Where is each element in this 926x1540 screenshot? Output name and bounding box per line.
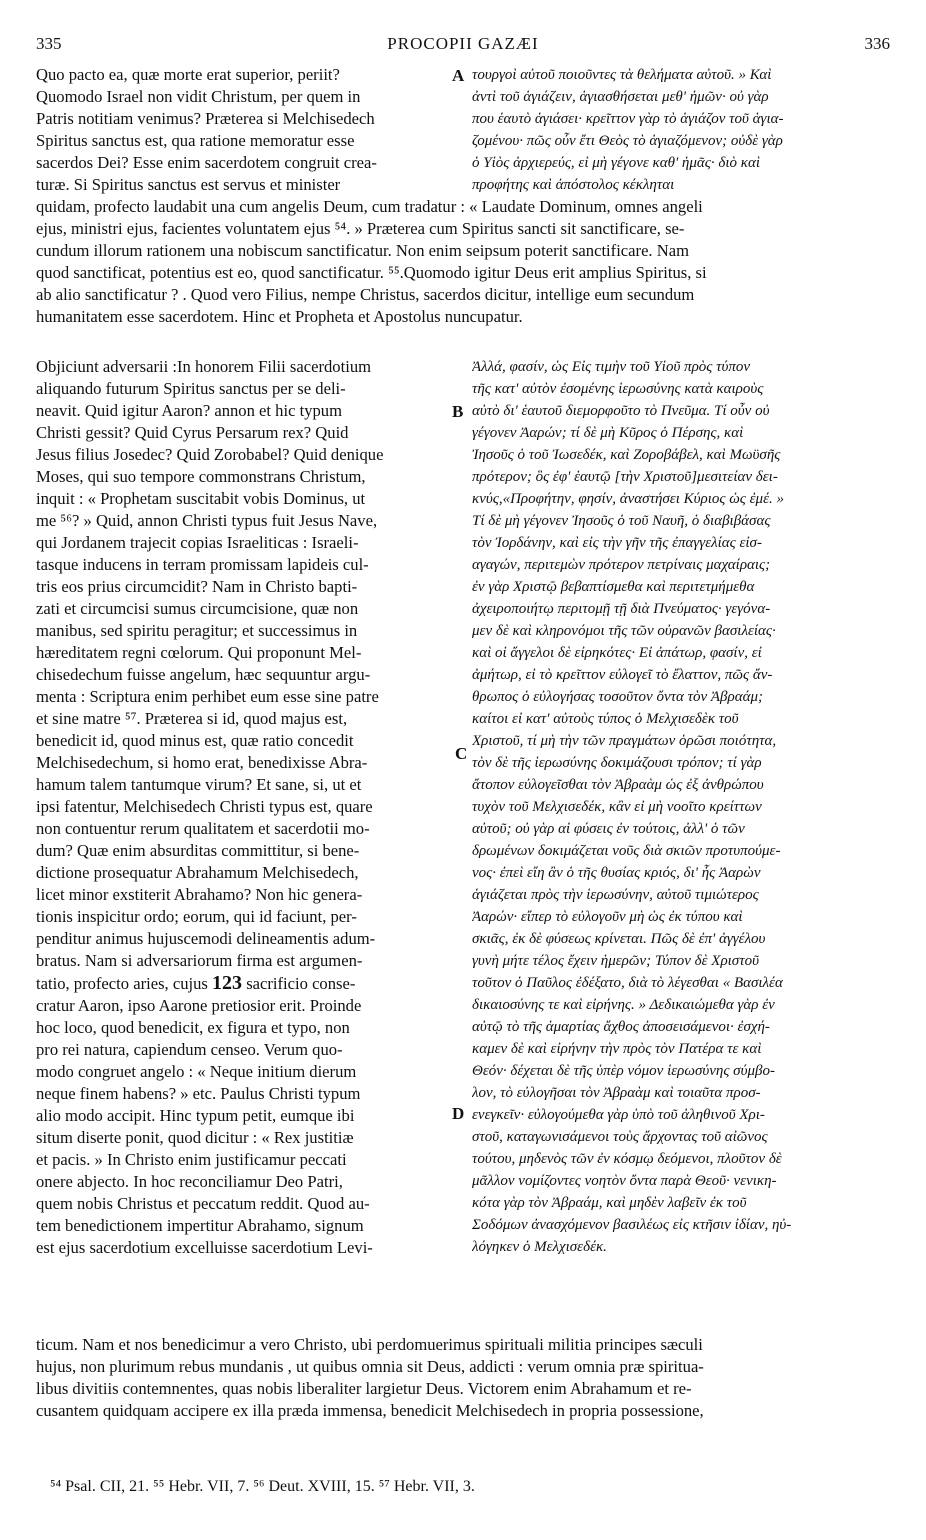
margin-marker-a: A [452,66,465,85]
latin-line [36,576,446,598]
latin-line [36,862,446,884]
latin-line: sacerdos Dei? Esse enim sacerdotem congruit crea- [36,153,377,172]
latin-line [36,620,446,642]
greek-line: Ἰησοῦς ὁ τοῦ Ἰωσεδέκ, καὶ Ζοροβάβελ, καὶ Μωϋσῆς [472,447,781,463]
greek-line: καίτοι εἰ κατ' αὐτοὺς τύπος ὁ Μελχισεδὲκ τοῦ [472,711,739,727]
latin-line: quidam, profecto laudabit una cum angelis Deum, cum tradatur : « Laudate Dominum, omnes angeli [36,197,703,216]
page-number-right: 336 [864,34,890,53]
latin-line [36,906,446,928]
latin-line [36,730,446,752]
greek-line: Τί δὲ μὴ γέγονεν Ἰησοῦς ὁ τοῦ Ναυῆ, ὁ διαβιβάσας [472,513,771,529]
latin-line [36,1171,446,1193]
margin-marker-c: C [455,744,468,763]
latin-line: Patris notitiam venimus? Præterea si Melchisedech [36,109,375,128]
margin-marker-d: D [452,1104,465,1123]
latin-line-text: aliquando futurum Spiritus sanctus per se deli- [36,379,346,398]
greek-line: τὸν δὲ τῆς ἱερωσύνης δοκιμάζουσι τρόπον; τί γὰρ [472,755,762,771]
latin-column-top [36,64,446,196]
latin-line [36,1083,446,1105]
greek-line: τῆς κατ' αὐτὸν ἐσομένης ἱερωσύνης κατὰ καιροὺς [472,381,764,397]
latin-line [36,510,446,532]
latin-line [36,422,446,444]
latin-line-text: menta : Scriptura enim perhibet eum esse sine patre [36,687,379,706]
latin-line [36,840,446,862]
greek-line: κότα γὰρ τὸν Ἀβραάμ, καὶ μηδὲν λαβεῖν ἐκ τοῦ [472,1195,747,1211]
greek-line: αὐτὸ δι' ἑαυτοῦ διεμορφοῦτο τὸ Πνεῦμα. Τί οὖν οὐ [472,403,770,419]
greek-line: Ἀλλά, φασίν, ὡς Εἰς τιμὴν τοῦ Υἱοῦ πρὸς τύπον [472,359,751,375]
latin-line-text: me ⁵⁶? » Quid, annon Christi typus fuit Jesus Nave, [36,511,378,530]
latin-line-text: Jesus filius Josedec? Quid Zorobabel? Quid denique [36,445,384,464]
latin-line-text: onere abjecto. In hoc reconciliamur Deo Patri, [36,1172,343,1191]
greek-line: ἄτοπον εὐλογεῖσθαι τὸν Ἀβραὰμ ὡς ἐξ ἀνθρώπου [472,777,764,793]
greek-line: τοῦτον ὁ Παῦλος ἐδέξατο, διὰ τὸ λέγεσθαι « Βασιλέα [472,975,783,991]
latin-line-text: Moses, qui suo tempore commonstrans Christum, [36,467,366,486]
latin-line-text: dictione prosequatur Abrahamum Melchisedech, [36,863,359,882]
latin-line [36,1039,446,1061]
latin-line-text: licet minor exstiterit Abrahamo? Non hic genera- [36,885,363,904]
latin-line [36,1193,446,1215]
latin-line-text: Christi gessit? Quid Cyrus Persarum rex? Quid [36,423,349,442]
latin-line: cundum illorum rationem una nobiscum sanctificatur. Non enim seipsum poterit sanctificare. Nam [36,241,689,260]
latin-line [36,1017,446,1039]
greek-line: ενεγκεῖν· εὐλογούμεθα γὰρ ὑπὸ τοῦ ἀληθινοῦ Χρι- [472,1107,765,1123]
column-number: 123 [212,972,243,994]
latin-line-text: situm diserte ponit, quod dicitur : « Rex justitiæ [36,1128,354,1147]
greek-line: αγαγών, περιτεμὼν πρότερον πετρίναις μαχαίραις; [472,557,771,573]
latin-line-text: tem benedictionem impertitur Abrahamo, signum [36,1216,364,1235]
latin-line-text: hæreditatem regni cœlorum. Qui proponunt Mel- [36,643,362,662]
latin-line-text: quem nobis Christus et peccatum reddit. Quod au- [36,1194,370,1213]
latin-line [36,1127,446,1149]
latin-line-text: hamum talem tantumque virum? Et sane, si, ut et [36,775,362,794]
latin-full-width-top [36,196,890,328]
greek-line: νος· ἐπεὶ εἴη ἂν ὁ τῆς θυσίας κριός, δι' ἧς Ἀαρὼν [472,865,761,881]
greek-line: λον, τὸ εὐλογῆσαι τὸν Ἀβραὰμ καὶ τοιαῦτα προσ- [472,1085,761,1101]
greek-line: ζομένου· πῶς οὖν ἔτι Θεὸς τὸ ἁγιαζόμενον; οὐδὲ γὰρ [472,133,783,149]
margin-marker-b: B [452,402,464,421]
latin-line-text: neavit. Quid igitur Aaron? annon et hic typum [36,401,342,420]
latin-line-text: non contuentur rerum qualitatem et sacerdotii mo- [36,819,370,838]
greek-column-top [472,64,890,196]
greek-line: ἐν γὰρ Χριστῷ βεβαπτίσμεθα καὶ περιτετμήμεθα [472,579,755,595]
greek-line: προφήτης καὶ ἀπόστολος κέκληται [472,177,675,193]
greek-line: λόγηκεν ὁ Μελχισεδέκ. [472,1239,607,1255]
latin-line [36,928,446,950]
greek-line: γυνὴ μήτε τέλος ἔχειν ἡμερῶν; Τύπον δὲ Χριστοῦ [472,953,759,969]
running-title: PROCOPII GAZÆI [387,34,539,53]
latin-line [36,1061,446,1083]
greek-line: καὶ οἱ ἄγγελοι δὲ εἰρηκότες· Εἰ ἀπάτωρ, φασίν, εἰ [472,645,762,661]
latin-line-text: penditur animus hujuscemodi delineamentis adum- [36,929,376,948]
latin-line [36,1237,446,1259]
latin-line [36,686,446,708]
latin-column-main [36,356,446,1259]
latin-line [36,708,446,730]
latin-line: cusantem quidquam accipere ex illa præda immensa, benedicit Melchisedech in propria possessione, [36,1401,704,1420]
latin-line-text: tionis inspicitur ordo; eorum, qui id faciunt, per- [36,907,357,926]
latin-line: Spiritus sanctus est, qua ratione memoratur esse [36,131,355,150]
latin-line [36,466,446,488]
greek-line: μᾶλλον νομίζοντες νοητὸν ὄντα παρὰ Θεοῦ· νενικη- [472,1173,777,1189]
latin-line [36,488,446,510]
page-header [36,34,890,58]
latin-line-text: dum? Quæ enim absurditas committitur, si bene- [36,841,360,860]
latin-line [36,752,446,774]
latin-line [36,884,446,906]
latin-line: Quo pacto ea, quæ morte erat superior, periit? [36,65,340,84]
greek-line: γέγονεν Ἀαρών; τί δὲ μὴ Κῦρος ὁ Πέρσης, καὶ [472,425,744,441]
greek-line: ὁ Υἱὸς ἀρχιερεύς, εἰ μὴ γέγονε καθ' ἡμᾶς· διὸ καὶ [472,155,760,171]
latin-line: Quomodo Israel non vidit Christum, per quem in [36,87,361,106]
greek-line: τὸν Ἰορδάνην, καὶ εἰς τὴν γῆν τῆς ἐπαγγελίας εἰσ- [472,535,762,551]
latin-line [36,664,446,686]
latin-line [36,818,446,840]
latin-line [36,1215,446,1237]
latin-line [36,400,446,422]
greek-line: δικαιοσύνης τε καὶ εἰρήνης. » Δεδικαιώμεθα γὰρ ἐν [472,997,775,1013]
greek-line: ἀμήτωρ, εἰ τὸ κρεῖττον εὐλογεῖ τὸ ἔλαττον, πῶς ἄν- [472,667,773,683]
greek-line: τούτου, μηδενὸς τῶν ἐν κόσμῳ δεόμενοι, πλοῦτον δὲ [472,1151,782,1167]
latin-line-text: neque finem habens? » etc. Paulus Christi typum [36,1084,361,1103]
latin-line: ab alio sanctificatur ? . Quod vero Filius, nempe Christus, sacerdos dicitur, intellige eum secundum [36,285,695,304]
latin-line-text: benedicit id, quod minus est, quæ ratio concedit [36,731,354,750]
latin-line-text: qui Jordanem trajecit copias Israeliticas : Israeli- [36,533,359,552]
greek-line: Ἀαρών· εἴπερ τὸ εὐλογοῦν μὴ ὡς ἐκ τύπου καὶ [472,909,743,925]
greek-column-main [472,356,890,1258]
latin-line-text: pro rei natura, capiendum censeo. Verum quo- [36,1040,343,1059]
latin-line [36,1105,446,1127]
latin-line-text: et sine matre ⁵⁷. Præterea si id, quod majus est, [36,709,348,728]
latin-line [36,642,446,664]
greek-line: τυχὸν τοῦ Μελχισεδέκ, κἂν εἰ μὴ νοοῖτο κρείττων [472,799,762,815]
greek-line: στοῦ, καταγωνισάμενοι τοὺς ἄρχοντας τοῦ αἰῶνος [472,1129,768,1145]
latin-line: humanitatem esse sacerdotem. Hinc et Propheta et Apostolus nuncupatur. [36,307,523,326]
latin-line-text: tasque inducens in terram promissam lapideis cul- [36,555,369,574]
latin-line-text: hoc loco, quod benedicit, ex figura et typo, non [36,1018,350,1037]
greek-line: κνύς,«Προφήτην, φησίν, ἀναστήσει Κύριος ὡς ἐμέ. » [472,491,784,507]
greek-line: ἁγιάζεται πρὸς τὴν ἱερωσύνην, αὐτοῦ τιμιώτερος [472,887,759,903]
latin-line-text: modo congruet angelo : « Neque initium dierum [36,1062,357,1081]
greek-line: τουργοὶ αὐτοῦ ποιοῦντες τὰ θελήματα αὐτοῦ. » Καὶ [472,67,772,83]
latin-line-text: est ejus sacerdotium excelluisse sacerdotium Levi- [36,1238,373,1257]
latin-line-text: tatio, profecto aries, cujus [36,974,208,993]
latin-line-text: Objiciunt adversarii :In honorem Filii sacerdotium [36,357,372,376]
latin-line-text: sacrificio conse- [246,974,356,993]
latin-line [36,1149,446,1171]
latin-line-text: inquit : « Prophetam suscitabit vobis Dominus, ut [36,489,366,508]
latin-line-text: et pacis. » In Christo enim justificamur peccati [36,1150,347,1169]
latin-line [36,444,446,466]
latin-line [36,972,446,995]
footnotes: ⁵⁴ Psal. CII, 21. ⁵⁵ Hebr. VII, 7. ⁵⁶ Deut. XVIII, 15. ⁵⁷ Hebr. VII, 3. [50,1478,475,1495]
greek-line: ἀχειροποιήτῳ περιτομῇ τῇ διὰ Πνεύματος· γεγόνα- [472,601,771,617]
latin-line: ejus, ministri ejus, facientes voluntatem ejus ⁵⁴. » Præterea cum Spiritus sancti sit sanctificare, se- [36,219,685,238]
latin-line: libus divitiis contemnentes, quas nobis liberaliter largietur Deus. Victorem enim Abrahamum et re- [36,1379,692,1398]
latin-line [36,995,446,1017]
latin-line-text: bratus. Nam si adversariorum firma est argumen- [36,951,363,970]
latin-line-text: alio modo accipit. Hinc typum petit, eumque ibi [36,1106,355,1125]
greek-line: πρότερον; ὃς ἐφ' ἑαυτῷ [τὴν Χριστοῦ]μεσιτείαν δει- [472,469,778,485]
page-number-left: 335 [36,34,62,53]
greek-line: αὐτῷ τὸ τῆς ἁμαρτίας ἄχθος ἀποσεισάμενοι· ἐσχή- [472,1019,770,1035]
latin-line-text: Melchisedechum, si homo erat, benedixisse Abra- [36,753,368,772]
latin-line: hujus, non plurimum rebus mundanis , ut quibus omnia sit Deus, addicti : verum omnia præ spiritua- [36,1357,704,1376]
greek-line: Θεόν· δέχεται δὲ τῆς ὑπὲρ νόμον ἱερωσύνης σύμβο- [472,1063,775,1079]
greek-line: σκιᾶς, ἐκ δὲ φύσεως κρίνεται. Πῶς δὲ ἐπ' ἀγγέλου [472,931,766,947]
greek-line: δρωμένων δοκιμάζεται νοῦς διὰ σκιῶν προτυπούμε- [472,843,781,859]
latin-full-width-bottom [36,1334,890,1422]
latin-line [36,378,446,400]
latin-line [36,774,446,796]
greek-line: Σοδόμων ἀνασχόμενον βασιλέως εἰς κτῆσιν ἰδίαν, ηὐ- [472,1217,792,1233]
greek-line: καμεν δὲ καὶ εἰρήνην τὴν πρὸς τὸν Πατέρα τε καὶ [472,1041,762,1057]
latin-line: quod sanctificat, potentius est eo, quod sanctificatur. ⁵⁵.Quomodo igitur Deus erit amplius Spiritus, si [36,263,707,282]
greek-line: μεν δὲ καὶ κληρονόμοι τῆς τῶν οὐρανῶν βασιλείας· [472,623,776,639]
greek-line: που ἑαυτὸ ἁγιάσει· κρεῖττον γὰρ τὸ ἁγιάζον τοῦ ἁγια- [472,111,784,127]
latin-line [36,950,446,972]
latin-line-text: zati et circumcisi sumus circumcisione, quæ non [36,599,359,618]
greek-line: θρωπος ὁ εὐλογήσας τοσοῦτον ὄντα τὸν Ἀβραάμ; [472,689,763,705]
latin-line: turæ. Si Spiritus sanctus est servus et minister [36,175,341,194]
greek-line: αὐτοῦ; οὐ γὰρ αἱ φύσεις ἐν τούτοις, ἀλλ' ὁ τῶν [472,821,745,837]
latin-line [36,356,446,378]
latin-line-text: manibus, sed spiritu peragitur; et successimus in [36,621,358,640]
latin-line [36,554,446,576]
greek-line: Χριστοῦ, τί μὴ τὴν τῶν πραγμάτων ὁρῶσι ποιότητα, [472,733,777,749]
latin-line [36,532,446,554]
latin-line-text: tris eos prius circumcidit? Nam in Christo bapti- [36,577,358,596]
latin-line: ticum. Nam et nos benedicimur a vero Christo, ubi perdomuerimus spirituali militia principes sæculi [36,1335,703,1354]
latin-line-text: cratur Aaron, ipso Aarone pretiosior erit. Proinde [36,996,362,1015]
greek-line: ἀντὶ τοῦ ἁγιάζειν, ἁγιασθήσεται μεθ' ἡμῶν· οὐ γὰρ [472,89,769,105]
latin-line [36,796,446,818]
latin-line [36,598,446,620]
latin-line-text: chisedechum fuisse angelum, hæc sequuntur argu- [36,665,371,684]
latin-line-text: ipsi fatentur, Melchisedech Christi typus est, quare [36,797,373,816]
